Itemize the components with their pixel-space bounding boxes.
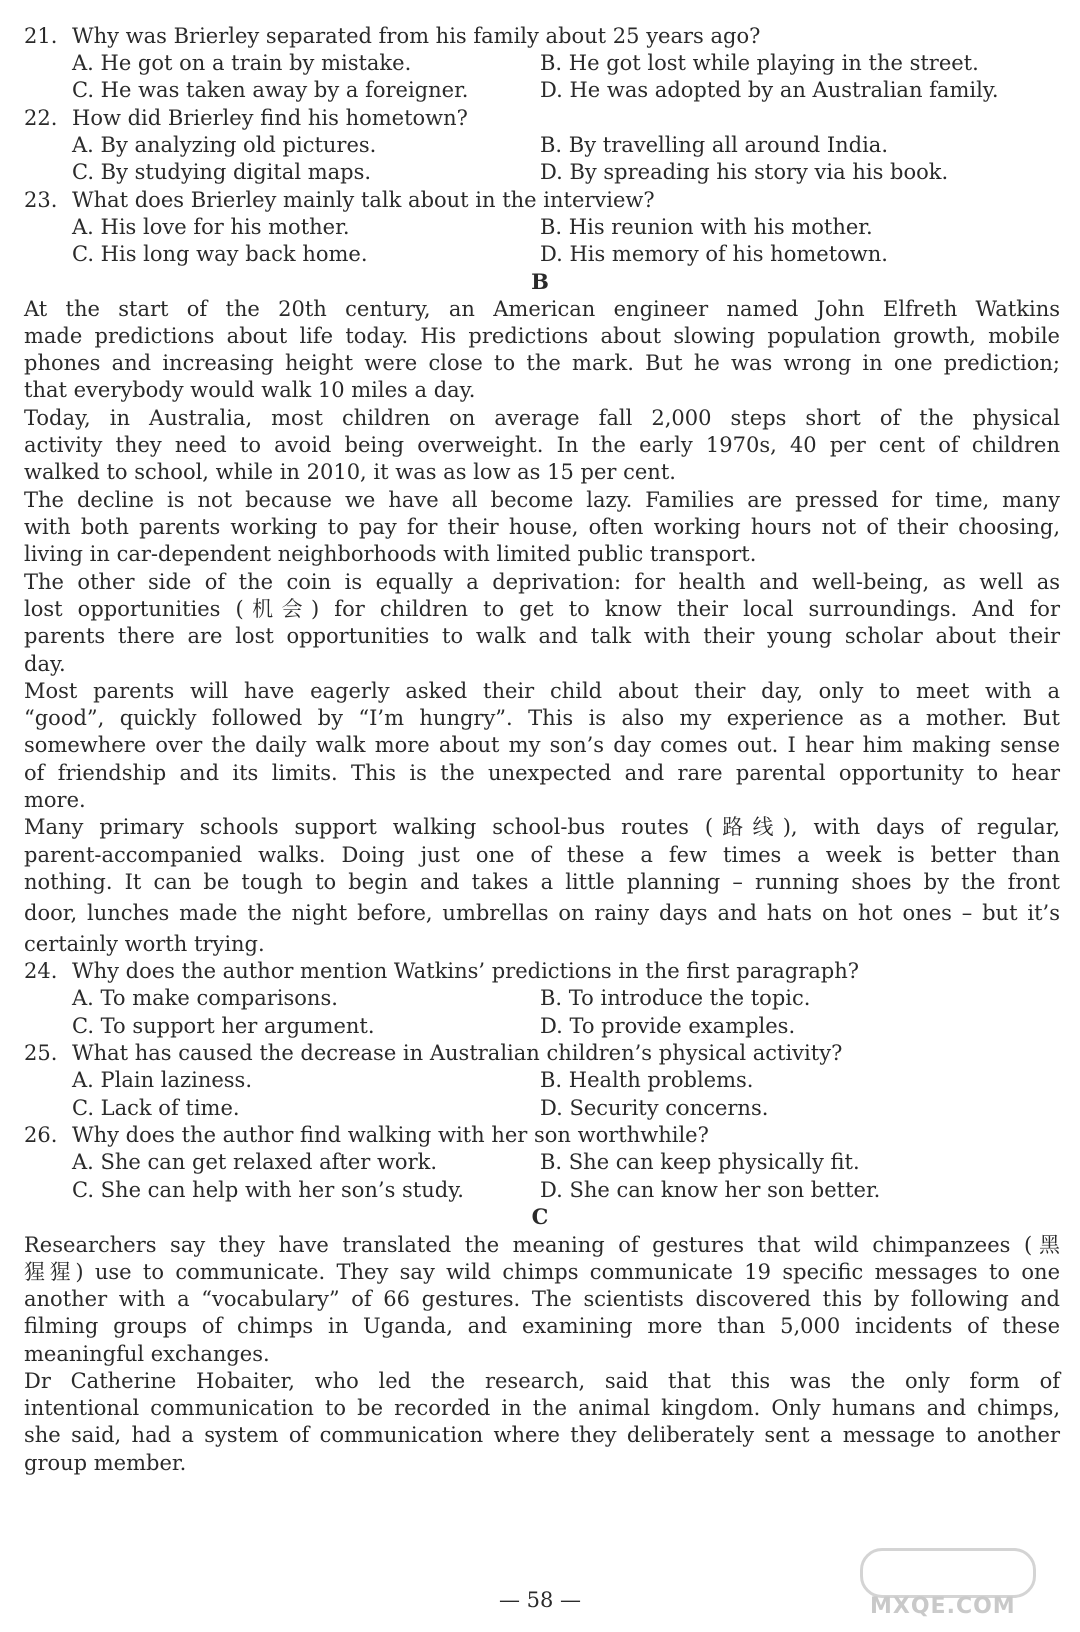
- section-heading-b: B: [531, 269, 549, 294]
- passage-line: with both parents working to pay for their house, often working hours not of their choosing,: [24, 515, 1060, 539]
- passage-line: more.: [24, 788, 86, 812]
- option-26-c: C. She can help with her son’s study.: [72, 1178, 464, 1202]
- passage-line: door, lunches made the night before, umbrellas on rainy days and hats on hot ones – but it’s: [24, 901, 1060, 925]
- passage-line: parents there are lost opportunities to walk and talk with their young scholar about their: [24, 624, 1060, 648]
- watermark-url: MXQE.COM: [870, 1594, 1016, 1619]
- option-22-c: C. By studying digital maps.: [72, 160, 372, 184]
- option-23-a: A. His love for his mother.: [72, 215, 350, 239]
- question-stem: Why does the author mention Watkins’ predictions in the first paragraph?: [72, 959, 859, 983]
- question-stem: Why does the author find walking with her son worthwhile?: [72, 1123, 709, 1147]
- passage-line: meaningful exchanges.: [24, 1342, 270, 1366]
- passage-line: nothing. It can be tough to begin and takes a little planning – running shoes by the front: [24, 870, 1060, 894]
- passage-line: The decline is not because we have all become lazy. Families are pressed for time, many: [24, 488, 1060, 512]
- passage-line: 猩猩) use to communicate. They say wild chimps communicate 19 specific messages to one: [24, 1260, 1060, 1284]
- option-21-c: C. He was taken away by a foreigner.: [72, 78, 469, 102]
- watermark-seal: [860, 1548, 1036, 1598]
- section-heading-c: C: [531, 1204, 549, 1229]
- option-25-a: A. Plain laziness.: [72, 1068, 252, 1092]
- question-26: 26. Why does the author find walking with her son worthwhile?: [24, 1123, 709, 1147]
- option-24-b: B. To introduce the topic.: [540, 986, 811, 1010]
- question-stem: How did Brierley find his hometown?: [72, 106, 468, 130]
- question-stem: What has caused the decrease in Australian children’s physical activity?: [72, 1041, 843, 1065]
- passage-line: that everybody would walk 10 miles a day.: [24, 378, 476, 402]
- option-23-d: D. His memory of his hometown.: [540, 242, 888, 266]
- option-26-a: A. She can get relaxed after work.: [72, 1150, 438, 1174]
- option-21-d: D. He was adopted by an Australian family.: [540, 78, 999, 102]
- passage-line: somewhere over the daily walk more about my son’s day comes out. I hear him making sense: [24, 733, 1060, 757]
- question-24: 24. Why does the author mention Watkins’ predictions in the first paragraph?: [24, 959, 859, 983]
- passage-line: intentional communication to be recorded in the animal kingdom. Only humans and chimps,: [24, 1396, 1060, 1420]
- option-24-d: D. To provide examples.: [540, 1014, 796, 1038]
- passage-line: made predictions about life today. His predictions about slowing population growth, mobile: [24, 324, 1060, 348]
- passage-line: phones and increasing height were close to the mark. But he was wrong in one prediction;: [24, 351, 1060, 375]
- option-21-b: B. He got lost while playing in the street.: [540, 51, 979, 75]
- passage-line: certainly worth trying.: [24, 932, 265, 956]
- option-23-b: B. His reunion with his mother.: [540, 215, 873, 239]
- option-23-c: C. His long way back home.: [72, 242, 368, 266]
- passage-line: “good”, quickly followed by “I’m hungry”. This is also my experience as a mother. But: [24, 706, 1060, 730]
- passage-line: lost opportunities (机会) for children to get to know their local surroundings. And for: [24, 597, 1060, 621]
- option-24-a: A. To make comparisons.: [72, 986, 338, 1010]
- option-25-b: B. Health problems.: [540, 1068, 754, 1092]
- passage-line: At the start of the 20th century, an American engineer named John Elfreth Watkins: [24, 297, 1060, 321]
- question-23: 23. What does Brierley mainly talk about in the interview?: [24, 188, 655, 212]
- question-stem: What does Brierley mainly talk about in the interview?: [72, 188, 655, 212]
- passage-line: activity they need to avoid being overweight. In the early 1970s, 40 per cent of children: [24, 433, 1060, 457]
- option-21-a: A. He got on a train by mistake.: [72, 51, 412, 75]
- passage-line: she said, had a system of communication where they deliberately sent a message to another: [24, 1423, 1060, 1447]
- passage-line: another with a “vocabulary” of 66 gestures. The scientists discovered this by following and: [24, 1287, 1060, 1311]
- passage-line: group member.: [24, 1451, 187, 1475]
- option-22-a: A. By analyzing old pictures.: [72, 133, 377, 157]
- passage-line: living in car-dependent neighborhoods with limited public transport.: [24, 542, 757, 566]
- passage-line: of friendship and its limits. This is the unexpected and rare parental opportunity to hear: [24, 761, 1060, 785]
- passage-line: day.: [24, 652, 66, 676]
- option-25-d: D. Security concerns.: [540, 1096, 769, 1120]
- passage-line: The other side of the coin is equally a deprivation: for health and well-being, as well as: [24, 570, 1060, 594]
- passage-line: Today, in Australia, most children on average fall 2,000 steps short of the physical: [24, 406, 1060, 430]
- question-stem: Why was Brierley separated from his family about 25 years ago?: [72, 24, 761, 48]
- passage-line: walked to school, while in 2010, it was as low as 15 per cent.: [24, 460, 676, 484]
- option-22-d: D. By spreading his story via his book.: [540, 160, 949, 184]
- question-21: 21. Why was Brierley separated from his family about 25 years ago?: [24, 24, 761, 48]
- question-22: 22. How did Brierley find his hometown?: [24, 106, 468, 130]
- option-26-d: D. She can know her son better.: [540, 1178, 881, 1202]
- question-25: 25. What has caused the decrease in Australian children’s physical activity?: [24, 1041, 843, 1065]
- passage-line: Dr Catherine Hobaiter, who led the research, said that this was the only form of: [24, 1369, 1060, 1393]
- passage-line: Many primary schools support walking school-bus routes (路线), with days of regular,: [24, 815, 1060, 839]
- passage-line: Researchers say they have translated the meaning of gestures that wild chimpanzees (黑: [24, 1233, 1060, 1257]
- option-26-b: B. She can keep physically fit.: [540, 1150, 860, 1174]
- passage-line: Most parents will have eagerly asked their child about their day, only to meet with a: [24, 679, 1060, 703]
- page-number: — 58 —: [498, 1588, 582, 1612]
- passage-line: parent-accompanied walks. Doing just one of these a few times a week is better than: [24, 843, 1060, 867]
- option-22-b: B. By travelling all around India.: [540, 133, 889, 157]
- option-24-c: C. To support her argument.: [72, 1014, 375, 1038]
- site-watermark: [860, 1548, 1050, 1626]
- option-25-c: C. Lack of time.: [72, 1096, 240, 1120]
- passage-line: filming groups of chimps in Uganda, and examining more than 5,000 incidents of these: [24, 1314, 1060, 1338]
